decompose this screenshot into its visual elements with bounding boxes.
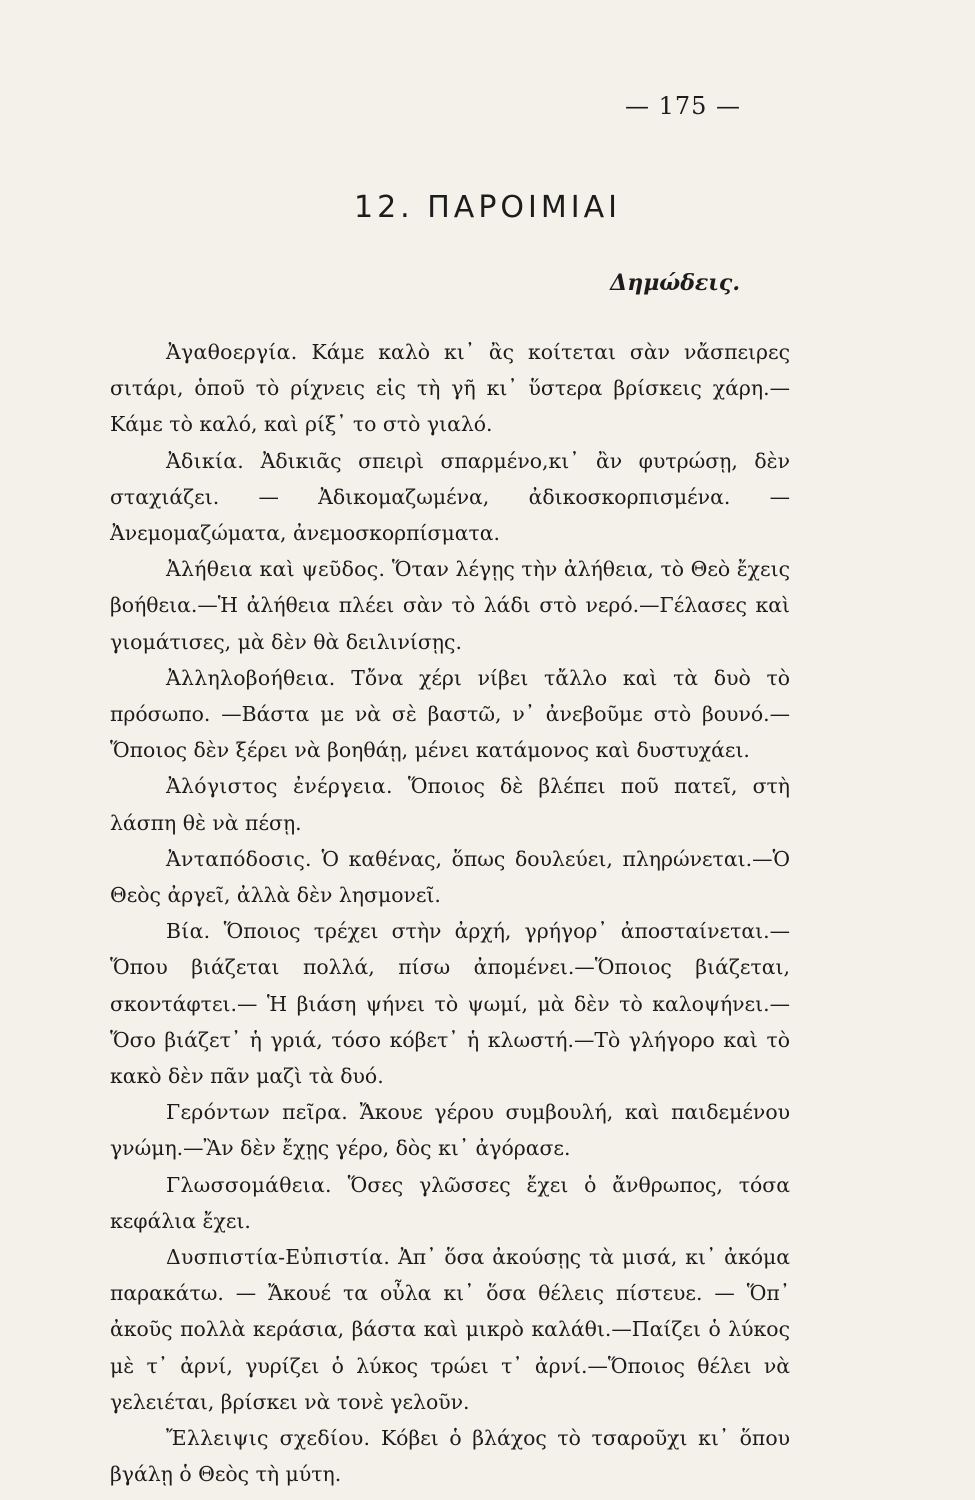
proverb-text: Ὅποιος τρέχει στὴν ἀρχή, γρήγορ᾿ ἀποσταίνεται.—Ὅπου βιάζεται πολλά, πίσω ἀπομένει.—Ὅποιος βιάζεται, σκοντάφτει.— Ἡ βιάση ψήνει τὸ ψωμί, μὰ δὲν τὸ καλοψήνει.—Ὅσο βιάζετ᾿ ἡ γριά, τόσο κόβετ᾿ ἡ κλωστή.—Τὸ γλήγορο καὶ τὸ κακὸ δὲν πᾶν μαζὶ τὰ δυό.	[110, 919, 790, 1089]
proverb-text: Ἀπ᾿ ὅσα ἀκούσῃς τὰ μισά, κι᾿ ἀκόμα παρακάτω. — Ἄκουέ τα οὖλα κι᾿ ὅσα θέλεις πίστευε. — Ὅπ᾿ ἀκοῦς πολλὰ κεράσια, βάστα καὶ μικρὸ καλάθι.—Παίζει ὁ λύκος μὲ τ᾿ ἀρνί, γυρίζει ὁ λύκος τρώει τ᾿ ἀρνί.—Ὅποιος θέλει νὰ γελειέται, βρίσκει νὰ τονὲ γελοῦν.	[110, 1245, 790, 1414]
proverb-entry	[110, 1420, 790, 1492]
page-number: — 175 —	[624, 92, 742, 120]
proverb-lemma: Ἀλληλοβοήθεια.	[166, 665, 336, 690]
proverb-entry	[110, 1167, 790, 1239]
section-subtitle: Δημώδεις.	[610, 270, 740, 296]
proverb-lemma: Ἀδικία.	[166, 448, 245, 473]
proverb-lemma: Δυσπιστία-Εὐπιστία.	[166, 1245, 391, 1270]
proverb-entry	[110, 1094, 790, 1166]
proverb-lemma: Ἀλόγιστος ἐνέργεια.	[166, 774, 393, 799]
proverb-text: Κάμε καλὸ κι᾿ ἂς κοίτεται σὰν νἄσπειρες σιτάρι, ὁποῦ τὸ ρίχνεις εἰς τὴ γῆ κι᾿ ὕστερα βρίσκεις χάρη.— Κάμε τὸ καλό, καὶ ρίξ᾿ το στὸ γιαλό.	[110, 340, 790, 437]
proverb-entry	[110, 334, 790, 443]
proverbs-body	[110, 334, 790, 1493]
proverb-text: Ὁ καθένας, ὅπως δουλεύει, πληρώνεται.—Ὁ Θεὸς ἀργεῖ, ἀλλὰ δὲν λησμονεῖ.	[110, 846, 790, 908]
proverb-entry	[110, 1239, 790, 1420]
proverb-lemma: Ἀγαθοεργία.	[166, 340, 298, 364]
proverb-text: Ἀδικιᾶς σπειρὶ σπαρμένο,κι᾿ ἂν φυτρώσῃ, δὲν σταχιάζει. — Ἀδικομαζωμένα, ἀδικοσκορπισμένα. — Ἀνεμομαζώματα, ἀνεμοσκορπίσματα.	[110, 448, 790, 546]
proverb-lemma: Ἔλλειψις σχεδίου.	[166, 1426, 371, 1451]
proverb-text: Κόβει ὁ βλάχος τὸ τσαροῦχι κι᾿ ὅπου βγάλῃ ὁ Θεὸς τὴ μύτη.	[110, 1426, 790, 1487]
chapter-title: 12. ΠΑΡΟΙΜΙΑΙ	[354, 190, 621, 225]
proverb-lemma: Γερόντων πεῖρα.	[166, 1100, 349, 1125]
proverb-entry	[110, 913, 790, 1094]
proverb-text: Ἄκουε γέρου συμβουλή, καὶ παιδεμένου γνώμη.—Ἂν δὲν ἔχῃς γέρο, δὸς κι᾿ ἀγόρασε.	[110, 1100, 790, 1161]
proverb-entry	[110, 551, 790, 660]
proverb-entry	[110, 660, 790, 769]
proverb-entry	[110, 841, 790, 913]
proverb-lemma: Βία.	[166, 919, 211, 944]
proverb-lemma: Γλωσσομάθεια.	[166, 1172, 332, 1197]
proverb-text: Ὅταν λέγῃς τὴν ἀλήθεια, τὸ Θεὸ ἔχεις βοήθεια.—Ἡ ἀλήθεια πλέει σὰν τὸ λάδι στὸ νερό.—Γέλασες καὶ γιομάτισες, μὰ δὲν θὰ δειλινίσῃς.	[110, 557, 791, 654]
proverb-entry	[110, 443, 790, 552]
proverb-lemma: Ἀνταπόδοσις.	[166, 846, 312, 871]
proverb-text: Ὅποιος δὲ βλέπει ποῦ πατεῖ, στὴ λάσπη θὲ νὰ πέσῃ.	[110, 774, 790, 835]
proverb-entry	[110, 768, 790, 840]
proverb-text: Τὄνα χέρι νίβει τἄλλο καὶ τὰ δυὸ τὸ πρόσωπο. —Βάστα με νὰ σὲ βαστῶ, ν᾿ ἀνεβοῦμε στὸ βουνό.—Ὅποιος δὲν ξέρει νὰ βοηθάῃ, μένει κατάμονος καὶ δυστυχάει.	[110, 665, 791, 763]
proverb-lemma: Ἀλήθεια καὶ ψεῦδος.	[166, 557, 386, 582]
proverb-text: Ὅσες γλῶσσες ἔχει ὁ ἄνθρωπος, τόσα κεφάλια ἔχει.	[110, 1172, 790, 1233]
